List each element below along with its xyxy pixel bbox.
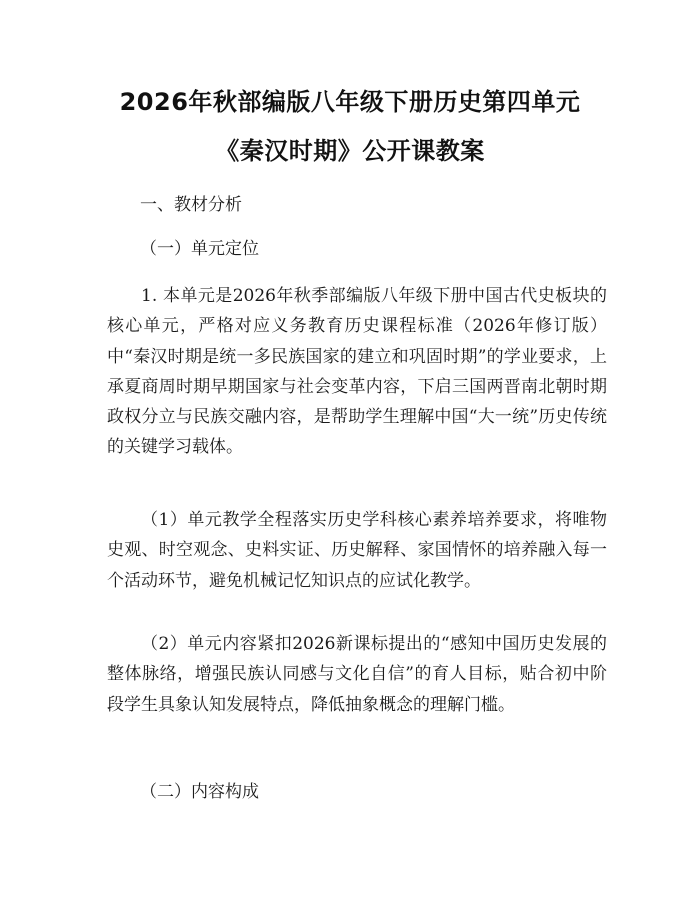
paragraph-curriculum-goal: （2）单元内容紧扣2026新课标提出的“感知中国历史发展的整体脉络，增强民族认同感与文化自信”的育人目标，贴合初中阶段学生具象认知发展特点，降低抽象概念的理解门槛。	[107, 634, 607, 715]
document-title-line-2: 《秦汉时期》公开课教案	[215, 137, 485, 165]
paragraph-unit-overview: 1. 本单元是2026年秋季部编版八年级下册中国古代史板块的核心单元，严格对应义务教育历史课程标准（2026年修订版）中“秦汉时期是统一多民族国家的建立和巩固时期”的学业要求，上承夏商周时期早期国家与社会变革内容，下启三国两晋南北朝时期政权分立与民族交融内容，是帮助学生理解中国“大一统”历史传统的关键学习载体。	[107, 286, 607, 458]
subsection-heading-content-structure: （二）内容构成	[140, 782, 259, 802]
section-heading-textbook-analysis: 一、教材分析	[140, 195, 242, 215]
paragraph-core-literacy: （1）单元教学全程落实历史学科核心素养培养要求，将唯物史观、时空观念、史料实证、历史解释、家国情怀的培养融入每一个活动环节，避免机械记忆知识点的应试化教学。	[107, 510, 607, 591]
subsection-heading-unit-positioning: （一）单元定位	[140, 239, 259, 259]
document-title-line-1: 2026年秋部编版八年级下册历史第四单元	[119, 88, 581, 116]
